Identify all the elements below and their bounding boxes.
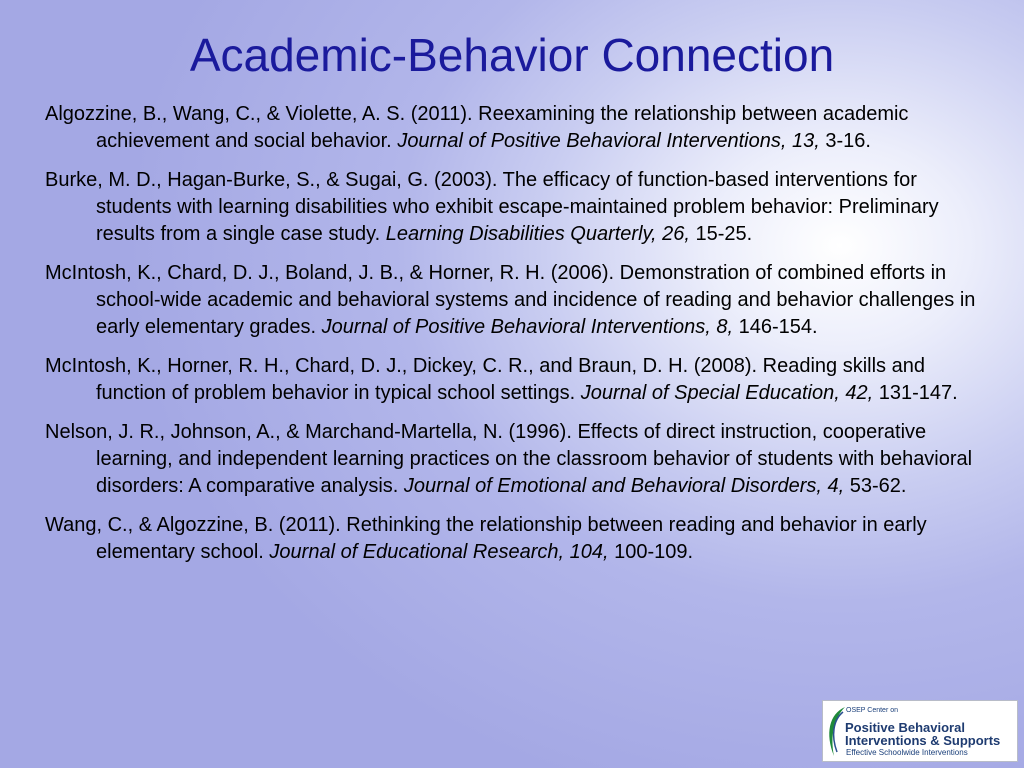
reference-item xyxy=(45,167,990,248)
reference-text: Nelson, J. R., Johnson, A., & Marchand-Martella, N. (1996). Effects of direct instruction, cooperative learning, and independent learning practices on the classroom behavior of students with behavioral disorders: A comparative analysis. xyxy=(45,421,973,497)
logo-center-label: OSEP Center on xyxy=(846,707,899,714)
reference-text: Wang, C., & Algozzine, B. (2011). Rethinking the relationship between reading and behavior in early elementary school. xyxy=(45,514,927,563)
reference-pages: 146-154. xyxy=(733,316,818,338)
reference-pages: 131-147. xyxy=(873,382,958,404)
reference-pages: 100-109. xyxy=(608,541,694,563)
reference-item xyxy=(45,101,990,155)
reference-text: Burke, M. D., Hagan-Burke, S., & Sugai, G. (2003). The efficacy of function-based interventions for students with learning disabilities who exhibit escape-maintained problem behavior: Preliminary results from a single case study. xyxy=(45,169,939,245)
reference-text: McIntosh, K., Chard, D. J., Boland, J. B., & Horner, R. H. (2006). Demonstration of combined efforts in school-wide academic and behavioral systems and incidence of reading and behavior challenges in early elementary grades. xyxy=(45,262,976,338)
reference-item xyxy=(45,260,990,341)
reference-journal: Learning Disabilities Quarterly, 26, xyxy=(385,223,690,245)
reference-item xyxy=(45,512,990,566)
logo-line-1: Positive Behavioral xyxy=(845,720,965,735)
reference-pages: 15-25. xyxy=(689,223,753,245)
reference-journal: Journal of Emotional and Behavioral Disorders, 4, xyxy=(403,475,845,497)
reference-pages: 3-16. xyxy=(819,130,871,152)
reference-journal: Journal of Positive Behavioral Interventions, 13, xyxy=(397,130,820,152)
logo-line-2: Interventions & Supports xyxy=(845,733,1001,748)
reference-journal: Journal of Positive Behavioral Interventions, 8, xyxy=(321,316,734,338)
slide-title: Academic-Behavior Connection xyxy=(189,29,835,81)
reference-list xyxy=(45,101,990,566)
reference-item xyxy=(45,419,990,500)
reference-text: McIntosh, K., Horner, R. H., Chard, D. J., Dickey, C. R., and Braun, D. H. (2008). Reading skills and function of problem behavior in typical school settings. xyxy=(45,355,925,404)
reference-pages: 53-62. xyxy=(844,475,907,497)
reference-journal: Journal of Special Education, 42, xyxy=(580,382,874,404)
logo-swoosh-icon xyxy=(825,704,847,760)
pbis-logo xyxy=(822,700,1018,762)
reference-text: Algozzine, B., Wang, C., & Violette, A. S. (2011). Reexamining the relationship between academic achievement and social behavior. xyxy=(45,103,909,152)
reference-journal: Journal of Educational Research, 104, xyxy=(269,541,609,563)
logo-tagline: Effective Schoolwide Interventions xyxy=(846,748,968,757)
reference-item xyxy=(45,353,990,407)
